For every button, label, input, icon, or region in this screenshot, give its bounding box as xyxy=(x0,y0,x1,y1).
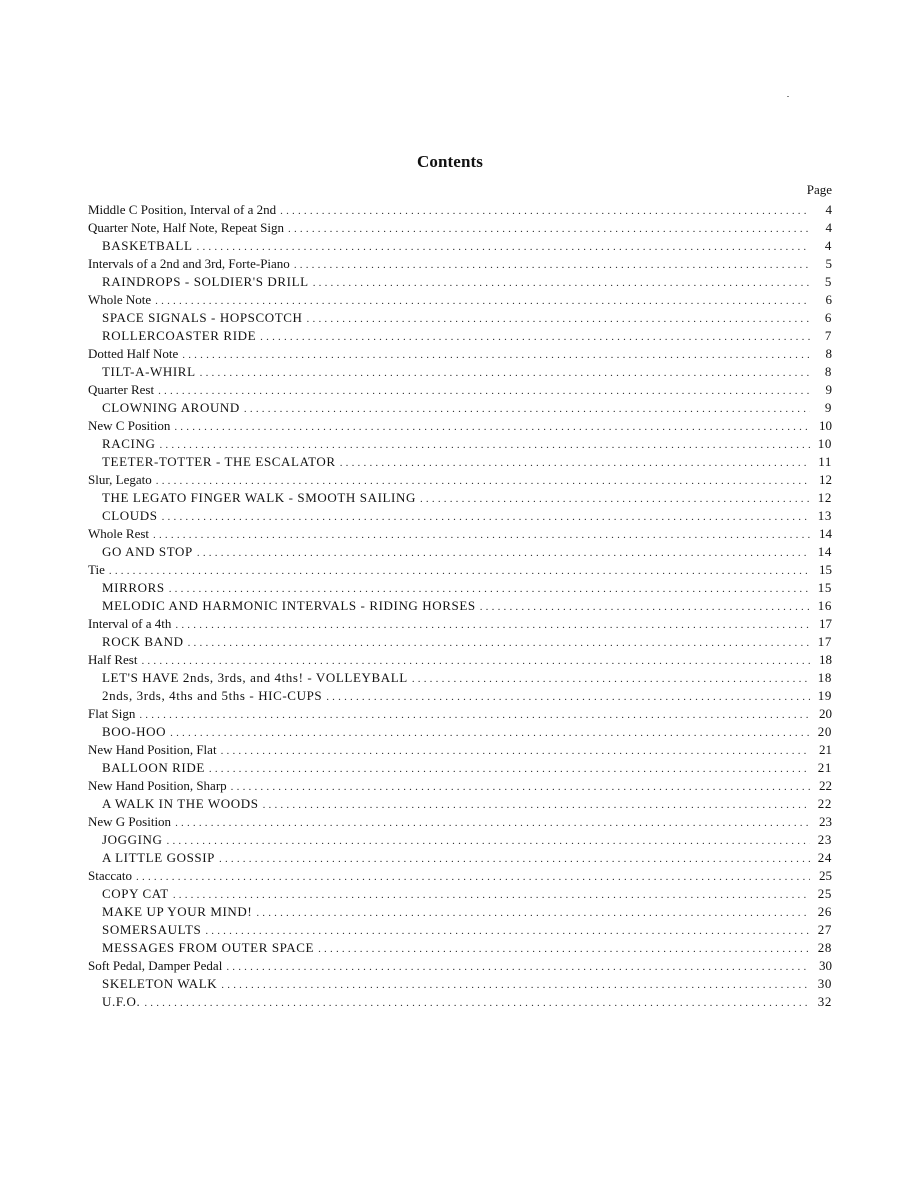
entry-title: RAINDROPS - SOLDIER'S DRILL xyxy=(102,274,309,289)
dot-leader xyxy=(412,670,810,687)
entry-title: New Hand Position, Flat xyxy=(88,742,217,757)
entry-page-number: 23 xyxy=(819,814,832,829)
dot-leader xyxy=(159,436,810,453)
entry-title: BOO-HOO xyxy=(102,724,167,739)
toc-topic-entry xyxy=(88,417,832,435)
entry-title: Quarter Note, Half Note, Repeat Sign xyxy=(88,220,285,235)
entry-page-number: 9 xyxy=(824,400,832,415)
entry-page-number: 18 xyxy=(819,652,832,667)
dot-leader xyxy=(141,652,810,669)
entry-page-number: 5 xyxy=(824,274,832,289)
entry-page-number: 17 xyxy=(819,616,832,631)
entry-title: ROCK BAND xyxy=(102,634,184,649)
entry-title: Intervals of a 2nd and 3rd, Forte-Piano xyxy=(88,256,290,271)
entry-title: A WALK IN THE WOODS xyxy=(102,796,259,811)
entry-title: MELODIC AND HARMONIC INTERVALS - RIDING HORSES xyxy=(102,598,476,613)
toc-topic-entry xyxy=(88,219,832,237)
dot-leader xyxy=(175,616,810,633)
entry-title: Whole Note xyxy=(88,292,152,307)
scan-speck xyxy=(787,96,789,97)
entry-title: 2nds, 3rds, 4ths and 5ths - HIC-CUPS xyxy=(102,688,323,703)
entry-title: THE LEGATO FINGER WALK - SMOOTH SAILING xyxy=(102,490,416,505)
entry-title: Quarter Rest xyxy=(88,382,155,397)
entry-page-number: 9 xyxy=(825,382,832,397)
entry-page-number: 14 xyxy=(819,526,832,541)
entry-page-number: 8 xyxy=(825,346,832,361)
entry-title: Flat Sign xyxy=(88,706,136,721)
entry-title: TILT-A-WHIRL xyxy=(102,364,196,379)
dot-leader xyxy=(109,562,810,579)
toc-topic-entry xyxy=(88,525,832,543)
entry-title: CLOUDS xyxy=(102,508,158,523)
dot-leader xyxy=(318,940,810,957)
entry-title: ROLLERCOASTER RIDE xyxy=(102,328,257,343)
entry-page-number: 26 xyxy=(817,904,832,919)
dot-leader xyxy=(480,598,810,615)
entry-title: GO AND STOP xyxy=(102,544,193,559)
entry-page-number: 24 xyxy=(817,850,832,865)
entry-title: MESSAGES FROM OUTER SPACE xyxy=(102,940,315,955)
dot-leader xyxy=(263,796,810,813)
toc-song-entry xyxy=(88,579,832,597)
dot-leader xyxy=(307,310,810,327)
dot-leader xyxy=(226,958,810,975)
entry-title: COPY CAT xyxy=(102,886,169,901)
entry-page-number: 4 xyxy=(825,220,832,235)
entry-page-number: 14 xyxy=(817,544,832,559)
entry-page-number: 7 xyxy=(824,328,832,343)
entry-page-number: 21 xyxy=(819,742,832,757)
entry-title: Slur, Legato xyxy=(88,472,152,487)
dot-leader xyxy=(221,976,810,993)
entry-page-number: 30 xyxy=(819,958,832,973)
entry-page-number: 27 xyxy=(817,922,832,937)
dot-leader xyxy=(136,868,810,885)
toc-song-entry xyxy=(88,849,832,867)
dot-leader xyxy=(182,346,810,363)
dot-leader xyxy=(158,382,810,399)
entry-page-number: 23 xyxy=(817,832,832,847)
entry-title: LET'S HAVE 2nds, 3rds, and 4ths! - VOLLEYBALL xyxy=(102,670,408,685)
entry-page-number: 4 xyxy=(824,238,832,253)
toc-song-entry xyxy=(88,363,832,381)
toc-song-entry xyxy=(88,831,832,849)
toc-song-entry xyxy=(88,399,832,417)
dot-leader xyxy=(197,238,811,255)
entry-title: Half Rest xyxy=(88,652,138,667)
entry-page-number: 13 xyxy=(817,508,832,523)
dot-leader xyxy=(231,778,810,795)
toc-topic-entry xyxy=(88,561,832,579)
toc-topic-entry xyxy=(88,813,832,831)
table-of-contents xyxy=(88,201,832,1011)
toc-song-entry xyxy=(88,453,832,471)
entry-page-number: 30 xyxy=(817,976,832,991)
entry-page-number: 25 xyxy=(819,868,832,883)
dot-leader xyxy=(155,292,810,309)
entry-page-number: 22 xyxy=(819,778,832,793)
entry-title: New C Position xyxy=(88,418,171,433)
dot-leader xyxy=(169,580,810,597)
entry-page-number: 18 xyxy=(817,670,832,685)
dot-leader xyxy=(153,526,810,543)
entry-page-number: 28 xyxy=(817,940,832,955)
dot-leader xyxy=(313,274,810,291)
toc-song-entry xyxy=(88,633,832,651)
dot-leader xyxy=(205,922,810,939)
entry-title: SKELETON WALK xyxy=(102,976,218,991)
dot-leader xyxy=(340,454,810,471)
dot-leader xyxy=(260,328,810,345)
toc-song-entry xyxy=(88,507,832,525)
dot-leader xyxy=(256,904,810,921)
entry-page-number: 12 xyxy=(817,490,832,505)
entry-title: TEETER-TOTTER - THE ESCALATOR xyxy=(102,454,336,469)
entry-title: SPACE SIGNALS - HOPSCOTCH xyxy=(102,310,303,325)
entry-page-number: 4 xyxy=(825,202,832,217)
toc-song-entry xyxy=(88,795,832,813)
toc-song-entry xyxy=(88,921,832,939)
dot-leader xyxy=(244,400,810,417)
entry-page-number: 11 xyxy=(818,454,832,469)
toc-song-entry xyxy=(88,309,832,327)
entry-title: MIRRORS xyxy=(102,580,165,595)
dot-leader xyxy=(144,994,810,1011)
entry-page-number: 12 xyxy=(819,472,832,487)
dot-leader xyxy=(280,202,810,219)
toc-song-entry xyxy=(88,975,832,993)
entry-page-number: 16 xyxy=(817,598,832,613)
dot-leader xyxy=(188,634,810,651)
page-title: Contents xyxy=(417,152,483,172)
dot-leader xyxy=(420,490,810,507)
entry-title: MAKE UP YOUR MIND! xyxy=(102,904,253,919)
dot-leader xyxy=(221,742,810,759)
toc-topic-entry xyxy=(88,381,832,399)
dot-leader xyxy=(173,886,810,903)
dot-leader xyxy=(326,688,810,705)
toc-song-entry xyxy=(88,723,832,741)
entry-title: U.F.O. xyxy=(102,994,141,1009)
toc-song-entry xyxy=(88,759,832,777)
entry-page-number: 19 xyxy=(817,688,832,703)
toc-song-entry xyxy=(88,543,832,561)
entry-title: Soft Pedal, Damper Pedal xyxy=(88,958,223,973)
toc-song-entry xyxy=(88,435,832,453)
toc-song-entry xyxy=(88,669,832,687)
entry-title: BASKETBALL xyxy=(102,238,193,253)
toc-topic-entry xyxy=(88,705,832,723)
entry-title: SOMERSAULTS xyxy=(102,922,202,937)
entry-title: BALLOON RIDE xyxy=(102,760,205,775)
toc-topic-entry xyxy=(88,291,832,309)
dot-leader xyxy=(288,220,810,237)
toc-song-entry xyxy=(88,327,832,345)
entry-page-number: 15 xyxy=(817,580,832,595)
entry-page-number: 5 xyxy=(825,256,832,271)
dot-leader xyxy=(162,508,810,525)
toc-song-entry xyxy=(88,489,832,507)
toc-song-entry xyxy=(88,993,832,1011)
dot-leader xyxy=(174,418,810,435)
toc-song-entry xyxy=(88,885,832,903)
entry-title: CLOWNING AROUND xyxy=(102,400,240,415)
entry-page-number: 21 xyxy=(817,760,832,775)
dot-leader xyxy=(167,832,810,849)
entry-page-number: 25 xyxy=(817,886,832,901)
toc-song-entry xyxy=(88,273,832,291)
entry-page-number: 6 xyxy=(824,310,832,325)
dot-leader xyxy=(139,706,810,723)
entry-title: New G Position xyxy=(88,814,172,829)
toc-topic-entry xyxy=(88,255,832,273)
dot-leader xyxy=(156,472,810,489)
toc-topic-entry xyxy=(88,957,832,975)
toc-topic-entry xyxy=(88,201,832,219)
dot-leader xyxy=(294,256,810,273)
dot-leader xyxy=(197,544,810,561)
entry-page-number: 10 xyxy=(819,418,832,433)
toc-topic-entry xyxy=(88,651,832,669)
entry-title: Staccato xyxy=(88,868,133,883)
toc-topic-entry xyxy=(88,615,832,633)
toc-song-entry xyxy=(88,237,832,255)
toc-topic-entry xyxy=(88,471,832,489)
dot-leader xyxy=(200,364,810,381)
dot-leader xyxy=(170,724,810,741)
toc-topic-entry xyxy=(88,777,832,795)
entry-page-number: 20 xyxy=(819,706,832,721)
entry-title: Tie xyxy=(88,562,105,577)
entry-page-number: 10 xyxy=(817,436,832,451)
entry-title: A LITTLE GOSSIP xyxy=(102,850,215,865)
toc-song-entry xyxy=(88,597,832,615)
toc-song-entry xyxy=(88,687,832,705)
entry-title: RACING xyxy=(102,436,156,451)
entry-title: Interval of a 4th xyxy=(88,616,172,631)
entry-page-number: 15 xyxy=(819,562,832,577)
entry-page-number: 8 xyxy=(824,364,832,379)
entry-title: JOGGING xyxy=(102,832,163,847)
toc-song-entry xyxy=(88,939,832,957)
entry-title: Whole Rest xyxy=(88,526,150,541)
entry-title: Dotted Half Note xyxy=(88,346,179,361)
entry-page-number: 20 xyxy=(817,724,832,739)
toc-topic-entry xyxy=(88,867,832,885)
dot-leader xyxy=(175,814,810,831)
entry-title: New Hand Position, Sharp xyxy=(88,778,227,793)
toc-topic-entry xyxy=(88,741,832,759)
entry-page-number: 22 xyxy=(817,796,832,811)
entry-page-number: 17 xyxy=(817,634,832,649)
dot-leader xyxy=(209,760,810,777)
toc-song-entry xyxy=(88,903,832,921)
toc-topic-entry xyxy=(88,345,832,363)
entry-title: Middle C Position, Interval of a 2nd xyxy=(88,202,277,217)
entry-page-number: 32 xyxy=(817,994,832,1009)
entry-page-number: 6 xyxy=(825,292,832,307)
page-column-label: Page xyxy=(806,182,832,197)
dot-leader xyxy=(219,850,810,867)
